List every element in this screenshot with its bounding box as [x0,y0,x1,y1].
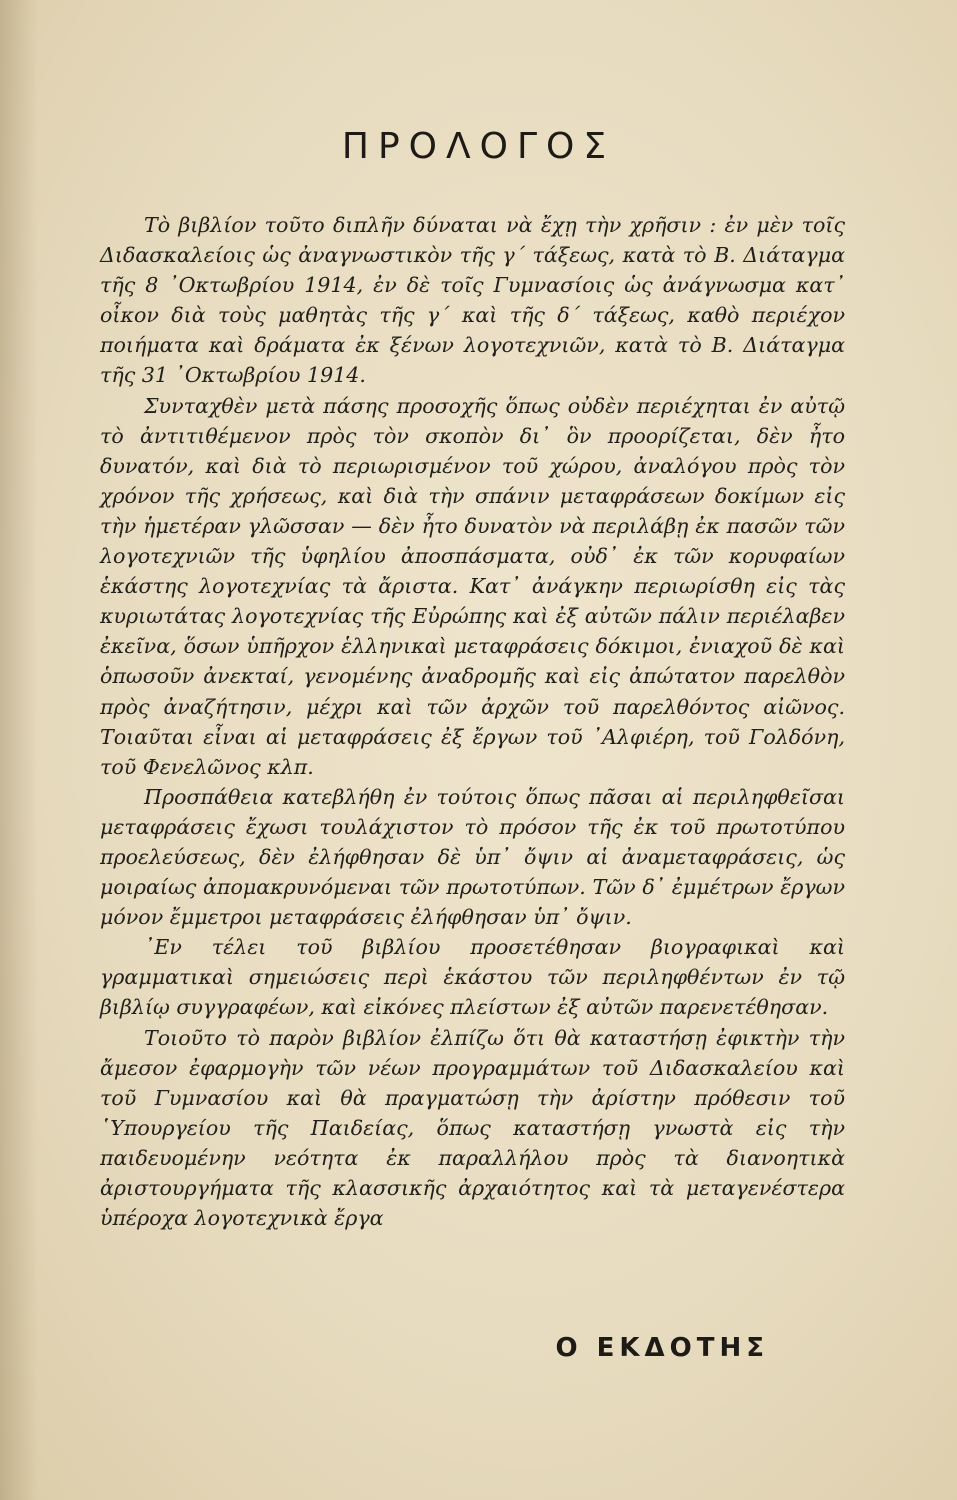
paragraph-5: Τοιοῦτο τὸ παρὸν βιβλίον ἐλπίζω ὅτι θὰ καταστήσῃ ἐφικτὴν τὴν ἄμεσον ἐφαρμογὴν τῶν νέων προγραμμάτων τοῦ Διδασκαλείου καὶ τοῦ Γυμνασίου καὶ θὰ πραγματώσῃ τὴν ἀρίστην πρόθεσιν τοῦ ῾Υπουργείου τῆς Παιδείας, ὅπως καταστήσῃ γνωστὰ εἰς τὴν παιδευομένην νεότητα ἐκ παραλλήλου πρὸς τὰ διανοητικὰ ἀριστουργήματα τῆς κλασσικῆς ἀρχαιότητος καὶ τὰ μεταγενέστερα ὑπέροχα λογοτεχνικὰ ἔργα [100,1025,845,1231]
publisher-signature: Ο ΕΚΔΟΤΗΣ [555,1333,769,1363]
paragraph-4: ᾿Εν τέλει τοῦ βιβλίου προσετέθησαν βιογραφικαὶ καὶ γραμματικαὶ σημειώσεις περὶ ἑκάστου τῶν περιληφθέντων ἐν τῷ βιβλίῳ συγγραφέων, καὶ εἰκόνες πλείστων ἐξ αὐτῶν παρενετέθησαν. [100,935,845,1020]
page-edge-shadow [0,0,38,1500]
paragraph-2: Συνταχθὲν μετὰ πάσης προσοχῆς ὅπως οὐδὲν περιέχηται ἐν αὐτῷ τὸ ἀντιτιθέμενον πρὸς τὸν σκοπὸν δι᾿ ὃν προορίζεται, δὲν ἦτο δυνατόν, καὶ διὰ τὸ περιωρισμένον τοῦ χώρου, ἀναλόγου πρὸς τὸν χρόνον τῆς χρήσεως, καὶ διὰ τὴν σπάνιν μεταφράσεων δοκίμων εἰς τὴν ἡμετέραν γλῶσσαν — δὲν ἦτο δυνατὸν νὰ περιλάβῃ ἐκ πασῶν τῶν λογοτεχνιῶν τῆς ὑφηλίου ἀποσπάσματα, οὐδ᾿ ἐκ τῶν κορυφαίων ἑκάστης λογοτεχνίας τὰ ἄριστα. Κατ᾿ ἀνάγκην περιωρίσθη εἰς τὰς κυριωτάτας λογοτεχνίας τῆς Εὐρώπης καὶ ἐξ αὐτῶν πάλιν περιέλαβεν ἐκεῖνα, ὅσων ὑπῆρχον ἑλληνικαὶ μεταφράσεις δόκιμοι, ἐνιαχοῦ δὲ καὶ ὁπωσοῦν ἀνεκταί, γενομένης ἀναδρομῆς καὶ εἰς ἀπώτατον παρελθὸν πρὸς ἀναζήτησιν, μέχρι καὶ τῶν ἀρχῶν τοῦ παρελθόντος αἰῶνος. Τοιαῦται εἶναι αἱ μεταφράσεις ἐξ ἔργων τοῦ ᾿Αλφιέρη, τοῦ Γολδόνη, τοῦ Φενελῶνος κλπ. [100,393,845,779]
paragraph-3: Προσπάθεια κατεβλήθη ἐν τούτοις ὅπως πᾶσαι αἱ περιληφθεῖσαι μεταφράσεις ἔχωσι τουλάχιστον τὸ πρόσον τῆς ἐκ τοῦ πρωτοτύπου προελεύσεως, δὲν ἐλήφθησαν δὲ ὑπ᾿ ὄψιν αἱ ἀναμεταφράσεις, ὡς μοιραίως ἀπομακρυνόμεναι τῶν πρωτοτύπων. Τῶν δ᾿ ἐμμέτρων ἔργων μόνον ἔμμετροι μεταφράσεις ἐλήφθησαν ὑπ᾿ ὄψιν. [100,784,845,930]
paragraph-1: Τὸ βιβλίον τοῦτο διπλῆν δύναται νὰ ἔχῃ τὴν χρῆσιν : ἐν μὲν τοῖς Διδασκαλείοις ὡς ἀναγνωστικὸν τῆς γ΄ τάξεως, κατὰ τὸ Β. Διάταγμα τῆς 8 ᾿Οκτωβρίου 1914, ἐν δὲ τοῖς Γυμνασίοις ὡς ἀνάγνωσμα κατ᾿ οἶκον διὰ τοὺς μαθητὰς τῆς γ΄ καὶ τῆς δ΄ τάξεως, καθὸ περιέχον ποιήματα καὶ δράματα ἐκ ξένων λογοτεχνιῶν, κατὰ τὸ Β. Διάταγμα τῆς 31 ᾿Οκτωβρίου 1914. [100,213,845,388]
preface-body [100,210,845,1233]
page-title: ΠΡΟΛΟΓΟΣ [341,126,616,167]
